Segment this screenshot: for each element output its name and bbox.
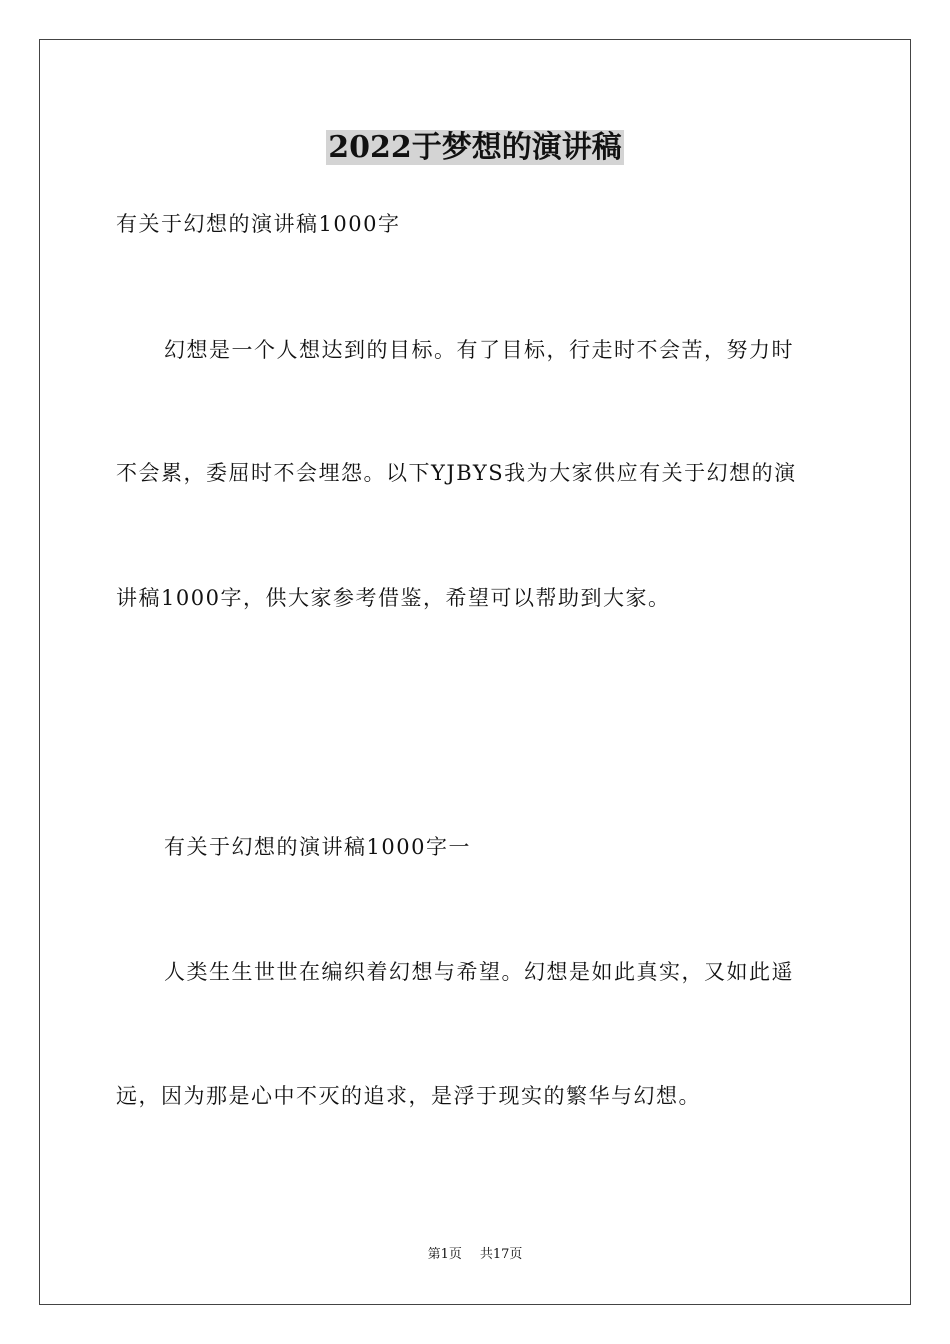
intro-line-3: 讲稿1000字，供大家参考借鉴，希望可以帮助到大家。 [116,586,671,610]
body-line-1: 人类生生世世在编织着幻想与希望。幻想是如此真实，又如此遥 [164,960,794,984]
page-number-total: 共17页 [479,1247,523,1262]
body-line-2: 远，因为那是心中不灭的追求，是浮于现实的繁华与幻想。 [116,1084,701,1108]
intro-line-1: 幻想是一个人想达到的目标。有了目标，行走时不会苦，努力时 [164,338,794,362]
page-footer [0,1246,950,1264]
section-heading: 有关于幻想的演讲稿1000字一 [164,835,471,859]
intro-line-2: 不会累，委屈时不会埋怨。以下YJBYS我为大家供应有关于幻想的演 [116,461,797,485]
document-title-text: 2022于梦想的演讲稿 [328,130,622,165]
document-title [0,126,950,170]
subtitle-line: 有关于幻想的演讲稿1000字 [116,212,401,236]
page-number-current: 第1页 [427,1247,462,1262]
